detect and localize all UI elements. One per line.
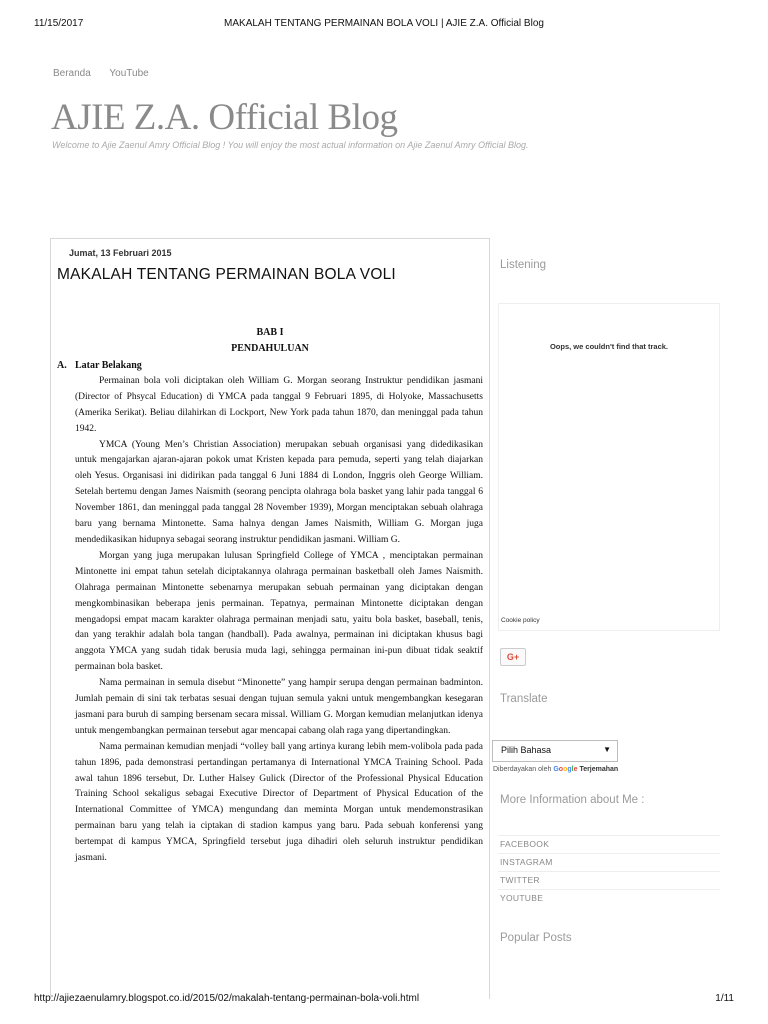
blog-description: Welcome to Ajie Zaenul Amry Official Blog ! You will enjoy the most actual information on Ajie Zaenul Amry Official Blog. xyxy=(52,140,529,150)
post-date: Jumat, 13 Februari 2015 xyxy=(69,248,172,258)
print-date: 11/15/2017 xyxy=(34,18,84,29)
cookie-policy-link[interactable]: Cookie policy xyxy=(501,617,540,624)
language-select-value: Pilih Bahasa xyxy=(501,745,552,755)
track-error-message: Oops, we couldn't find that track. xyxy=(549,342,669,351)
post-body xyxy=(57,325,483,867)
link-youtube[interactable]: YOUTUBE xyxy=(498,889,720,907)
print-url: http://ajiezaenulamry.blogspot.co.id/2015/02/makalah-tentang-permainan-bola-voli.html xyxy=(34,993,420,1004)
paragraph: YMCA (Young Men’s Christian Association) merupakan sebuah organisasi yang didedikasikan untuk mengajarkan ajaran-ajaran pokok umat Kristen kepada para pemuda, seperti yang telah diajarkan oleh Yesus. Organisasi ini didirikan pada tanggal 6 Juni 1884 di London, Inggris oleh George William. Setelah bertemu dengan James Naismith (seorang pencipta olahraga bola basket yang lahir pada tanggal 6 November 1861, dan meninggal pada tanggal 28 November 1939), Morgan menciptakan sebuah olahraga baru yang bernama Mintonette. Sama halnya dengan James Naismith, William G. Morgan juga mendedikasikan hidupnya sebagai seorang instruktur pendidikan jasmani. William G. xyxy=(75,439,483,545)
nav-link-beranda[interactable]: Beranda xyxy=(53,68,91,79)
link-facebook[interactable]: FACEBOOK xyxy=(498,835,720,853)
top-nav xyxy=(53,68,165,79)
google-plus-button[interactable]: G+ xyxy=(500,648,526,666)
social-links-list xyxy=(498,835,720,907)
chapter-title: PENDAHULUAN xyxy=(231,343,309,354)
translate-link[interactable]: Terjemahan xyxy=(579,766,619,773)
nav-link-youtube[interactable]: YouTube xyxy=(109,68,149,79)
paragraph: Morgan yang juga merupakan lulusan Springfield College of YMCA , menciptakan permainan Mintonette ini empat tahun setelah diciptakannya olahraga permainan basketball oleh James Naismith. Olahraga permainan Mintonette sebenarnya merupakan sebuah permainan yang diciptakan dengan mengkombinasikan beberapa jenis permainan. Tepatnya, permainan Mintonette diciptakan dengan mengadopsi empat macam karakter olahraga permainan menjadi satu, yaitu bola basket, baseball, tenis, dan yang terakhir adalah bola tangan (handball). Pada awalnya, permainan ini diciptakan khusus bagi anggota YMCA yang sudah tidak berusia muda lagi, sehingga permainan ini-pun dibuat tidak seaktif permainan bola basket. xyxy=(75,550,483,673)
post-container xyxy=(50,238,490,999)
blog-title[interactable]: AJIE Z.A. Official Blog xyxy=(51,97,398,138)
more-info-heading: More Information about Me : xyxy=(500,794,645,806)
dropdown-arrow-icon: ▼ xyxy=(603,745,611,754)
audio-player-widget[interactable] xyxy=(498,303,720,631)
paragraph: Nama permainan kemudian menjadi “volley ball yang artinya kurang lebih mem-volibola pada pada tahun 1896, pada demonstrasi pertandingan pertamanya di International YMCA Training School. Pada awal tahun 1896 tersebut, Dr. Luther Halsey Gulick (Director of the Professional Physical Education Training School sekaligus sebagai Executive Director of Department of Physical Education of the International Committee of YMCA) mengundang dan meminta Morgan untuk mendemonstrasikan permainan baru yang telah ia ciptakan di stadion kampus yang baru. Pada sebuah konferensi yang bertempat di kampus YMCA, Springfield tersebut juga dihadiri oleh seluruh instruktur pendidikan jasmani. xyxy=(75,741,483,864)
chapter-number: BAB I xyxy=(256,327,284,338)
translate-heading: Translate xyxy=(500,693,548,705)
print-page-title: MAKALAH TENTANG PERMAINAN BOLA VOLI | AJIE Z.A. Official Blog xyxy=(224,18,544,29)
powered-by-text: Diberdayakan oleh xyxy=(493,766,552,773)
popular-posts-heading: Popular Posts xyxy=(500,932,572,944)
section-number: A. xyxy=(57,360,67,371)
section-title: Latar Belakang xyxy=(75,360,142,371)
post-title[interactable]: MAKALAH TENTANG PERMAINAN BOLA VOLI xyxy=(57,266,396,283)
link-instagram[interactable]: INSTAGRAM xyxy=(498,853,720,871)
google-logo: Google xyxy=(553,766,578,773)
listening-heading: Listening xyxy=(500,259,547,271)
translate-powered-by xyxy=(493,766,618,773)
section-heading xyxy=(57,358,483,374)
paragraph: Nama permainan in semula disebut “Minonette” yang hampir serupa dengan permainan badminton. Jumlah pemain di sini tak terbatas sesuai dengan tujuan semula yakni untuk mengembangkan kesegaran jasmani para buruh di samping bersenam secara missal. William G. Morgan kemudian melanjutkan idenya untuk mengembangkan permainan tersebut agar mencapai cabang olah raga yang dipertandingkan. xyxy=(75,678,483,736)
link-twitter[interactable]: TWITTER xyxy=(498,871,720,889)
language-select[interactable] xyxy=(492,740,618,762)
print-page-number: 1/11 xyxy=(715,993,734,1004)
paragraph: Permainan bola voli diciptakan oleh William G. Morgan seorang Instruktur pendidikan jasmani (Director of Phsycal Education) di YMCA pada tanggal 9 Februari 1895, di Holyoke, Massachusetts (Amerika Serikat). Beliau dilahirkan di Lockport, New York pada tahun 1870, dan meninggal pada tahun 1942. xyxy=(75,375,483,434)
